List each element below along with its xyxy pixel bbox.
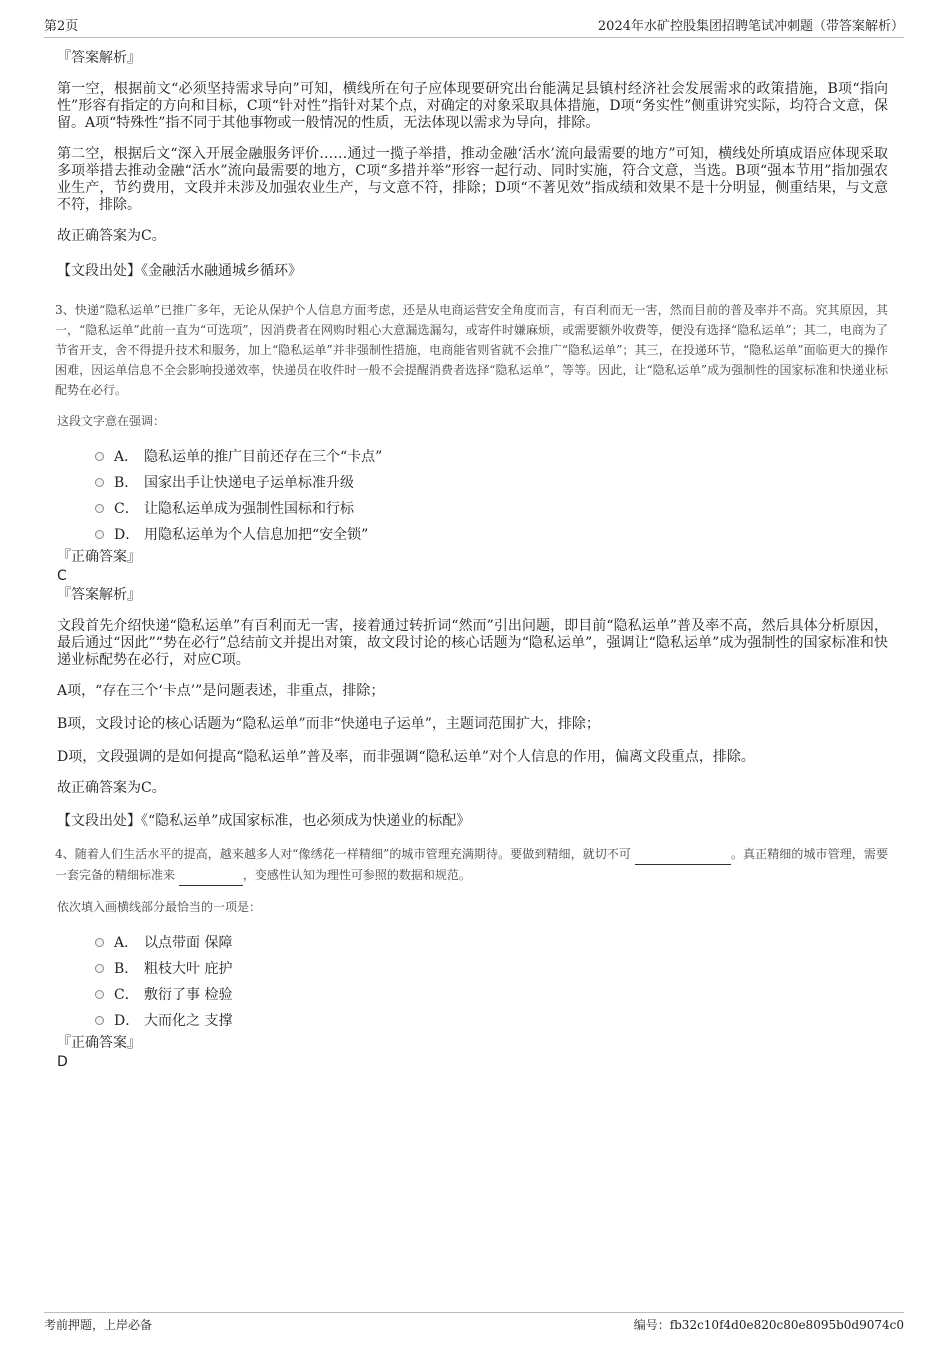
question-3-prompt: 这段文字意在强调： xyxy=(57,414,166,428)
question-4-prompt: 依次填入画横线部分最恰当的一项是： xyxy=(57,900,262,914)
radio-button[interactable] xyxy=(95,938,104,947)
radio-button[interactable] xyxy=(95,452,104,461)
option-d[interactable]: D． 用隐私运单为个人信息加把“安全锁” xyxy=(95,521,888,547)
passage-source: 【文段出处】《金融活水融通城乡循环》 xyxy=(57,263,302,279)
correct-answer-label: 『正确答案』 xyxy=(57,1035,141,1051)
correct-answer: D xyxy=(57,1054,68,1070)
question-4-text: 4、随着人们生活水平的提高，越来越多人对“像绣花一样精细”的城市管理充满期待。要做到精细，就切不可 。真正精细的城市管理，需要一套完备的精细标准来 ，变感性认知为理性可参照的数据和规范。 xyxy=(55,844,888,886)
document-title: 2024年水矿控股集团招聘笔试冲刺题（带答案解析） xyxy=(597,19,904,34)
answer-conclusion: 故正确答案为C。 xyxy=(57,780,166,796)
option-a[interactable]: A． 隐私运单的推广目前还存在三个“卡点” xyxy=(95,443,888,469)
fill-blank-1 xyxy=(635,844,731,865)
correct-answer: C xyxy=(57,568,67,584)
question-4-options xyxy=(57,929,888,1033)
fill-blank-2 xyxy=(179,865,243,886)
analysis-paragraph: 第二空，根据后文“深入开展金融服务评价……通过一揽子举措，推动金融‘活水’流向最需要的地方”可知，横线处所填成语应体现采取多项举措去推动金融“活水”流向最需要的地方，C项“多措并举”形容一起行动、同时实施，符合文意，当选。B项“强本节用”指加强农业生产，节约费用，文段并未涉及加强农业生产，与文意不符，排除；D项“不著见效”指成绩和效果不是十分明显，侧重结果，与文意不符，排除。 xyxy=(57,146,888,213)
radio-button[interactable] xyxy=(95,1016,104,1025)
option-c[interactable]: C． 让隐私运单成为强制性国标和行标 xyxy=(95,495,888,521)
page-footer xyxy=(44,1312,904,1335)
document-id: 编号：fb32c10f4d0e820c80e8095b0d9074c0 xyxy=(633,1317,904,1332)
radio-button[interactable] xyxy=(95,964,104,973)
passage-source: 【文段出处】《“隐私运单”成国家标准，也必须成为快递业的标配》 xyxy=(57,813,471,829)
analysis-paragraph: A项，“存在三个‘卡点’”是问题表述，非重点，排除； xyxy=(57,683,385,699)
question-3-text: 3、快递“隐私运单”已推广多年，无论从保护个人信息方面考虑，还是从电商运营安全角度而言，有百利而无一害，然而目前的普及率并不高。究其原因，其一，“隐私运单”此前一直为“可选项”，因消费者在网购时粗心大意漏选漏勾，或寄件时嫌麻烦，或需要额外收费等，便没有选择“隐私运单”；其二，电商为了节省开支，舍不得提升技术和服务，加上“隐私运单”并非强制性措施，电商能省则省就不会推广“隐私运单”；其三，在投递环节，“隐私运单”面临更大的操作困难，因运单信息不全会影响投递效率，快递员在收件时一般不会提醒消费者选择“隐私运单”，等等。因此，让“隐私运单”成为强制性的国家标准和快递业标配势在必行。 xyxy=(55,303,888,397)
option-a[interactable]: A． 以点带面 保障 xyxy=(95,929,888,955)
page-number: 第2页 xyxy=(44,19,79,34)
analysis-label: 『答案解析』 xyxy=(57,50,141,66)
option-b[interactable]: B． 国家出手让快递电子运单标准升级 xyxy=(95,469,888,495)
radio-button[interactable] xyxy=(95,504,104,513)
question-3-options xyxy=(57,443,888,547)
radio-button[interactable] xyxy=(95,478,104,487)
analysis-paragraph: B项，文段讨论的核心话题为“隐私运单”而非“快递电子运单”，主题词范围扩大，排除； xyxy=(57,716,600,732)
correct-answer-label: 『正确答案』 xyxy=(57,549,141,565)
radio-button[interactable] xyxy=(95,530,104,539)
option-b[interactable]: B． 粗枝大叶 庇护 xyxy=(95,955,888,981)
footer-slogan: 考前押题，上岸必备 xyxy=(44,1317,153,1332)
analysis-paragraph: 文段首先介绍快递“隐私运单”有百利而无一害，接着通过转折词“然而”引出问题，即目前“隐私运单”普及率不高，然后具体分析原因，最后通过“因此”“势在必行”总结前文并提出对策，故文段讨论的核心话题为“隐私运单”，强调让“隐私运单”成为强制性的国家标准和快递业标配势在必行，对应C项。 xyxy=(57,618,888,668)
page-header xyxy=(44,12,904,38)
answer-conclusion: 故正确答案为C。 xyxy=(57,228,166,244)
radio-button[interactable] xyxy=(95,990,104,999)
analysis-paragraph: 第一空，根据前文“必须坚持需求导向”可知，横线所在句子应体现要研究出台能满足县镇村经济社会发展需求的政策措施，B项“指向性”形容有指定的方向和目标，C项“针对性”指针对某个点，对确定的对象采取具体措施，D项“务实性”侧重讲究实际，均符合文意，保留。A项“特殊性”指不同于其他事物或一般情况的性质，无法体现以需求为导向，排除。 xyxy=(57,81,888,131)
option-c[interactable]: C． 敷衍了事 检验 xyxy=(95,981,888,1007)
option-d[interactable]: D． 大而化之 支撑 xyxy=(95,1007,888,1033)
analysis-label: 『答案解析』 xyxy=(57,587,141,603)
analysis-paragraph: D项，文段强调的是如何提高“隐私运单”普及率，而非强调“隐私运单”对个人信息的作用，偏离文段重点，排除。 xyxy=(57,749,755,765)
page-content xyxy=(57,48,888,1071)
